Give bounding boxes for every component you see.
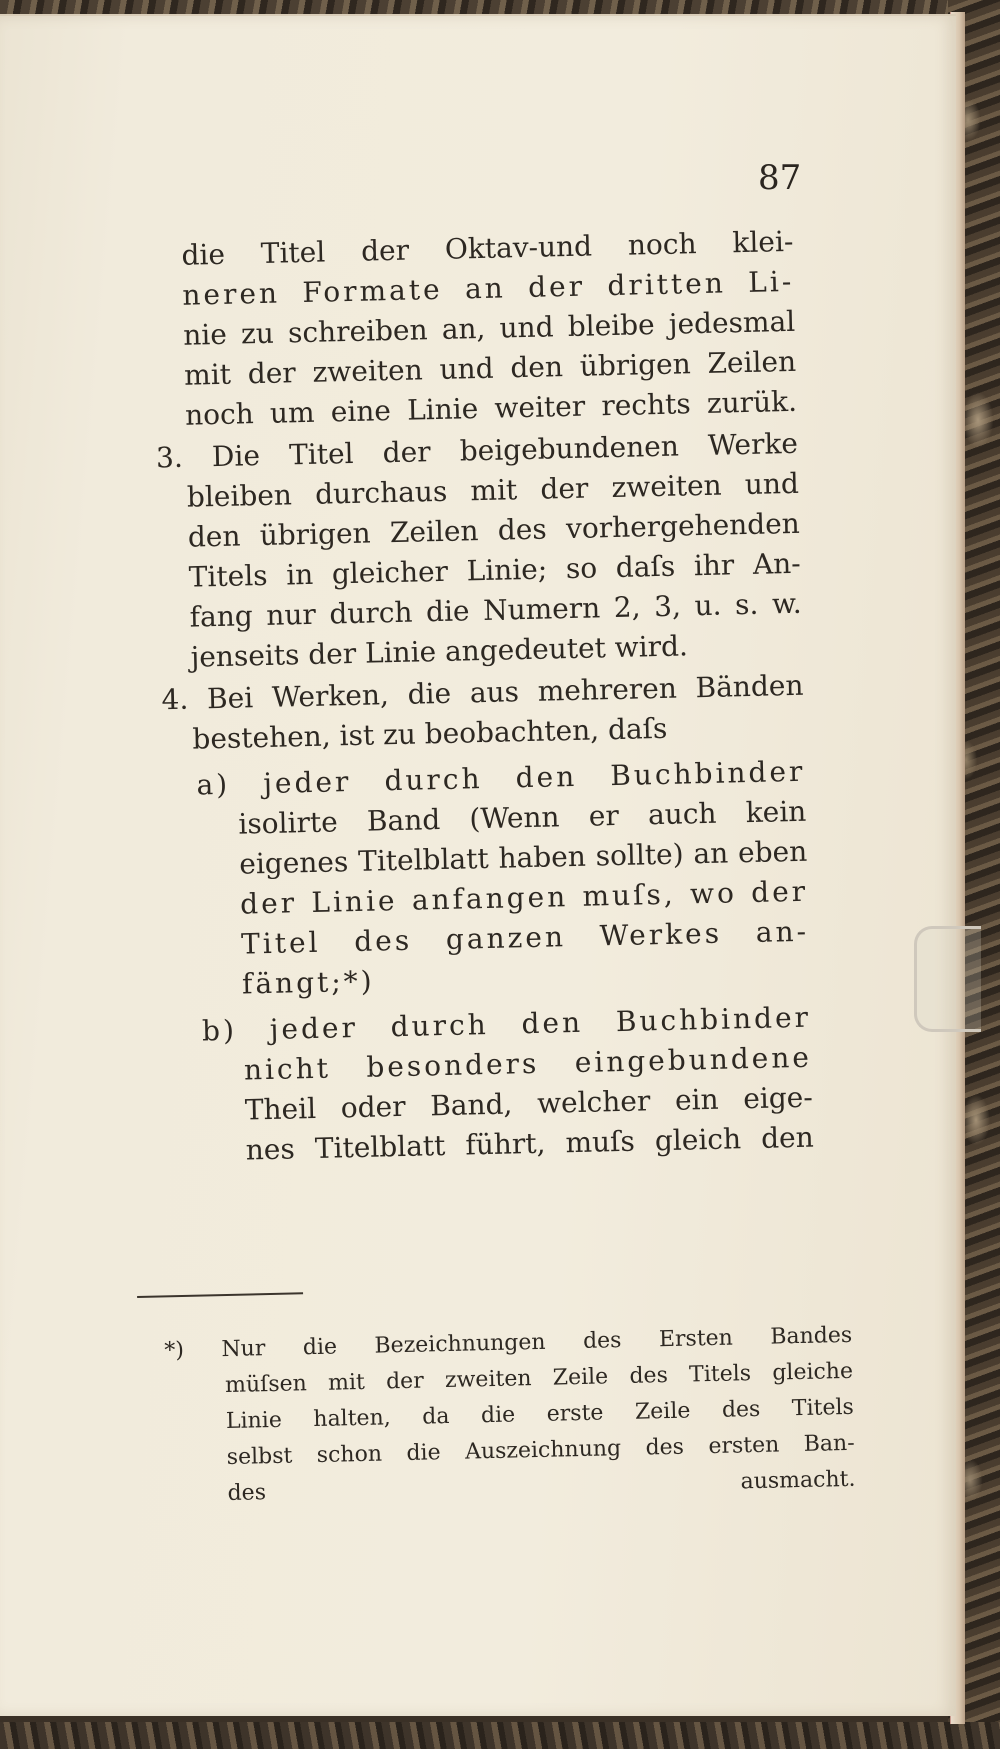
text-line: nie zu schreiben an, und bleibe jedesmal <box>182 304 796 352</box>
footnote-line: müſsen mit der zweiten Zeile des Titels gleiche <box>224 1358 854 1399</box>
cover-marble-bottom <box>0 1722 1000 1749</box>
book-page <box>0 14 956 1716</box>
text-line: nes Titelblatt führt, muſs gleich den <box>245 1120 815 1167</box>
text-line: 4. Bei Werken, die aus mehreren Bänden <box>161 668 804 717</box>
text-line: 3. Die Titel der beigebundenen Werke <box>155 426 799 475</box>
text-line: fang nur durch die Numern 2, 3, u. s. w. <box>189 586 802 634</box>
footnote-line: selbst schon die Auszeichnung des ersten Ban- <box>226 1430 855 1471</box>
text-line: mit der zweiten und den übrigen Zeilen <box>183 344 797 392</box>
footnote-rule <box>137 1292 303 1298</box>
text-line: den übrigen Zeilen des vorhergehenden <box>187 506 801 554</box>
text-line: a) jeder durch den Buchbinder <box>196 754 806 802</box>
page-number: 87 <box>758 158 802 198</box>
footnote-line: *) Nur die Bezeichnungen des Ersten Bandes <box>164 1322 853 1364</box>
body-text <box>0 4 979 1725</box>
text-line: fängt;*) <box>241 964 375 1001</box>
text-line: Titel des ganzen Werkes an- <box>240 914 810 961</box>
text-line: jenseits der Linie angedeutet wird. <box>190 629 689 674</box>
text-line: Theil oder Band, welcher ein eige- <box>244 1080 814 1127</box>
text-line: bleiben durchaus mit der zweiten und <box>186 466 800 514</box>
text-line: isolirte Band (Wenn er auch kein <box>238 794 807 841</box>
text-line: neren Formate an der dritten Li- <box>182 264 795 312</box>
text-line: Titels in gleicher Linie; so daſs ihr An- <box>188 546 802 594</box>
footnote-line: des ausmacht. <box>227 1466 856 1507</box>
page-clip <box>914 926 981 1032</box>
text-line: der Linie anfangen muſs, wo der <box>239 874 809 921</box>
text-line: nicht besonders eingebundene <box>243 1040 813 1087</box>
text-line: noch um eine Linie weiter rechts zurük. <box>184 384 798 432</box>
text-line: eigenes Titelblatt haben sollte) an eben <box>238 834 808 881</box>
text-line: b) jeder durch den Buchbinder <box>201 1000 812 1048</box>
text-line: die Titel der Oktav-und noch klei- <box>181 224 794 272</box>
footnote-line: Linie halten, da die erste Zeile des Titels <box>225 1394 855 1435</box>
text-line: bestehen, ist zu beobachten, daſs <box>192 711 668 756</box>
